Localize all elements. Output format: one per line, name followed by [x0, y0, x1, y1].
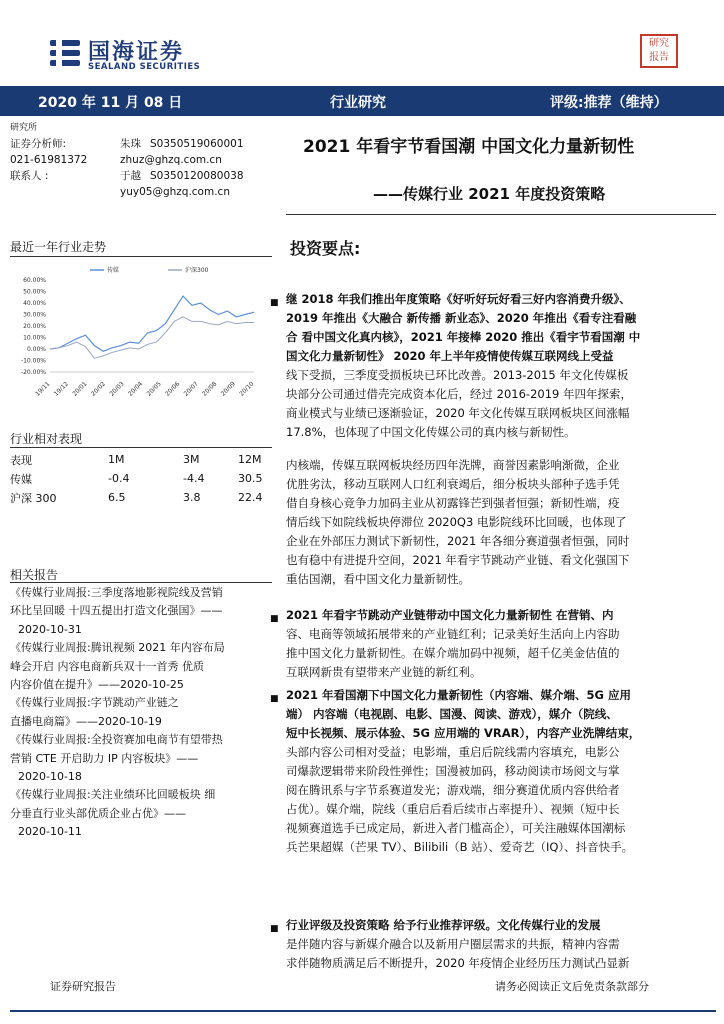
- report-category: 行业研究: [330, 95, 386, 111]
- table-cell: 沪深 300: [10, 491, 57, 505]
- header-band: [0, 86, 724, 116]
- performance-title: 行业相对表现: [10, 432, 83, 446]
- text-line: 视频赛道选手已成定局，新进入者门槛高企），可关注融媒体国潮标: [286, 821, 626, 835]
- footer-left: 证券研究报告: [50, 980, 116, 993]
- analyst-info: [10, 120, 280, 198]
- text-line: 也有稳中有进提升空间，2021 年看宇节跳动产业链、看文化强国下: [286, 553, 630, 567]
- related-line: 内容价值在提升》——2020-10-25: [10, 678, 184, 692]
- y-tick-label: 20.00%: [23, 323, 46, 330]
- x-tick-label: 20/08: [201, 380, 219, 398]
- text-line: 企业在外部压力测试下新韧性，2021 年各细分赛道强者恒强，同时: [286, 534, 630, 548]
- dept-label: 研究所: [10, 123, 38, 133]
- text-line: 行业评级及投资策略 给予行业推荐评级。文化传媒行业的发展: [286, 918, 601, 932]
- y-tick-label: 30.00%: [23, 311, 46, 319]
- x-tick-label: 20/03: [108, 380, 126, 398]
- research-stamp: [640, 34, 678, 68]
- text-line: 线下受损，三季度受损板块已环比改善。2013-2015 年文化传媒板: [286, 368, 629, 382]
- table-row: [10, 469, 272, 488]
- x-tick-label: 20/04: [126, 380, 145, 398]
- divider: [286, 214, 716, 215]
- report-subtitle: ——传媒行业 2021 年度投资策略: [373, 185, 606, 203]
- industry-trend-chart: [10, 262, 272, 402]
- text-line: 互联网新贵有望带来产业链的新红利。: [286, 665, 482, 679]
- y-tick-label: -20.00%: [20, 369, 46, 376]
- related-line[interactable]: 《传媒行业周报:字节跳动产业链之: [10, 696, 179, 710]
- legend-label: 传媒: [107, 267, 120, 274]
- table-header-cell: 3M: [183, 453, 200, 466]
- text-line: 继 2018 年我们推出年度策略《好听好玩好看三好内容消费升级》、: [286, 292, 631, 306]
- x-tick-label: 20/10: [238, 380, 256, 398]
- text-line: 推中国文化力量新韧性。在媒介端加码中视频，超千亿美金估值的: [286, 646, 620, 660]
- x-tick-label: 20/06: [164, 380, 182, 398]
- text-line: 阅在腾讯系与字节系赛道发光；游戏端，细分赛道优质内容供给者: [286, 783, 620, 797]
- y-tick-label: 0.00%: [26, 346, 46, 353]
- contact-name: 于越: [120, 170, 141, 182]
- y-tick-label: 10.00%: [23, 334, 46, 342]
- stamp-text: 研究报告: [649, 38, 669, 63]
- table-row: [10, 450, 272, 469]
- related-line[interactable]: 《传媒行业周报:腾讯视频 2021 年内容布局: [10, 641, 225, 655]
- text-line: 情后线下如院线板块停滞位 2020Q3 电影院线环比回暖，也体现了: [286, 515, 627, 529]
- industry-rating: 评级:推荐（维持）: [550, 95, 668, 111]
- related-line[interactable]: 营销 CTE 开启助力 IP 内容板块》——: [10, 751, 199, 765]
- square-bullet-icon: ■: [270, 924, 279, 934]
- text-line: 2021 年看宇节跳动产业链带动中国文化力量新韧性 在营销、内: [286, 608, 614, 622]
- company-name-cn: 国海证券: [88, 40, 185, 65]
- related-line[interactable]: 《传媒行业周报:全投资赛加电商节有望带热: [10, 733, 223, 747]
- text-line: 块部分公司通过借壳完成资本化后，经过 2016-2019 年四年探索，: [286, 387, 632, 401]
- invest-paragraph-3: [270, 606, 716, 682]
- related-line[interactable]: 峰会开启 内容电商新兵双十一首秀 优质: [10, 659, 204, 673]
- x-tick-label: 20/02: [89, 380, 108, 398]
- related-line: 2020-10-31: [18, 622, 82, 636]
- related-line: 直播电商篇》——2020-10-19: [10, 714, 162, 728]
- text-line: 是伴随内容与新媒介融合以及新用户圈层需求的共振，精神内容需: [286, 937, 620, 951]
- related-line[interactable]: 《传媒行业周报:三季度落地影视院线及营销: [10, 586, 223, 599]
- text-line: 借自身核心竞争力加码主业从初露锋芒到强者恒强；新韧性端，疫: [286, 496, 620, 510]
- invest-heading: 投资要点:: [290, 239, 361, 258]
- chart-section-title: 最近一年行业走势: [10, 240, 107, 254]
- performance-rule: [10, 447, 272, 448]
- related-reports: [10, 584, 280, 842]
- x-tick-label: 20/09: [219, 380, 237, 398]
- x-tick-label: 19/11: [34, 380, 52, 398]
- text-line: 17.8%，也体现了中国文化传媒公司的真内核与新韧性。: [286, 425, 576, 439]
- related-line: 2020-10-18: [18, 770, 82, 784]
- text-line: 内核端，传媒互联网板块经历四年洗牌，商誉因素影响渐微，企业: [286, 458, 620, 472]
- table-cell: 传媒: [10, 472, 32, 486]
- x-tick-label: 19/12: [52, 380, 70, 398]
- analyst-id: S0350519060001: [150, 138, 244, 150]
- related-rule: [10, 582, 272, 583]
- invest-paragraph-2: [286, 456, 716, 589]
- table-header-cell: 表现: [10, 453, 32, 467]
- text-line: 商业模式与业绩已逐渐验证，2020 年文化传媒互联网板块区间涨幅: [286, 406, 630, 420]
- text-line: 兵芒果超媒（芒果 TV）、Bilibili（B 站）、爱奇艺（IQ）、抖音快手。: [286, 840, 634, 854]
- paragraph-lines: [286, 606, 716, 682]
- company-name-en: SEALAND SECURITIES: [88, 62, 201, 72]
- text-line: 求伴随物质满足后不断提升，2020 年疫情企业经历压力测试凸显新: [286, 956, 630, 970]
- sealand-logo-icon: [48, 36, 82, 70]
- chart-rule: [10, 256, 272, 257]
- table-cell: 22.4: [238, 491, 263, 504]
- square-bullet-icon: ■: [270, 298, 279, 308]
- x-tick-label: 20/01: [71, 380, 89, 398]
- table-cell: 3.8: [183, 491, 201, 504]
- text-line: 占优）。媒介端，院线（重启后看后续市占率提升）、视频（短中长: [286, 802, 620, 816]
- report-title: 2021 年看宇节看国潮 中国文化力量新韧性: [303, 137, 635, 157]
- related-line[interactable]: 分垂直行业头部优质企业占优》——: [10, 806, 186, 820]
- company-logo: [48, 36, 82, 70]
- paragraph-lines: [286, 456, 716, 589]
- text-line: 头部内容公司相对受益；电影端，重启后院线需内容填充，电影公: [286, 745, 620, 759]
- paragraph-lines: [286, 916, 716, 973]
- analyst-email[interactable]: zhuz@ghzq.com.cn: [120, 154, 222, 166]
- text-line: 2019 年推出《大融合 新传播 新业态》、2020 年推出《看专注看融: [286, 311, 637, 325]
- text-line: 优胜劣汰，移动互联网人口红利衰竭后，细分板块头部种子选手凭: [286, 477, 620, 491]
- contact-label: 联系人 :: [10, 170, 49, 182]
- text-line: 重估国潮，看中国文化力量新韧性。: [286, 572, 470, 586]
- y-tick-label: -10.00%: [20, 357, 46, 365]
- table-row: [10, 488, 272, 507]
- table-header-cell: 1M: [108, 453, 125, 466]
- table-cell: 6.5: [108, 491, 126, 504]
- table-header-cell: 12M: [238, 453, 262, 466]
- footer-rule: [10, 1010, 716, 1012]
- y-tick-label: 40.00%: [23, 300, 46, 307]
- contact-id: S0350120080038: [150, 170, 244, 182]
- analyst-name: 朱珠: [120, 138, 141, 150]
- analyst-label: 证券分析师:: [10, 138, 67, 150]
- paragraph-lines: [286, 290, 716, 442]
- invest-paragraph-5: [270, 916, 716, 973]
- table-cell: 30.5: [238, 472, 263, 485]
- text-line: 2021 年看国潮下中国文化力量新韧性（内容端、媒介端、5G 应用: [286, 688, 631, 702]
- square-bullet-icon: ■: [270, 614, 279, 624]
- related-line: 2020-10-11: [18, 825, 82, 839]
- report-date: 2020 年 11 月 08 日: [38, 95, 183, 111]
- table-cell: -4.4: [183, 472, 205, 485]
- related-line[interactable]: 环比呈回暖 十四五提出打造文化强国》——: [10, 604, 223, 618]
- text-line: 端） 内容端（电视剧、电影、国漫、阅读、游戏），媒介（院线、: [286, 707, 618, 721]
- paragraph-lines: [286, 686, 716, 857]
- square-bullet-icon: ■: [270, 694, 279, 704]
- footer-right: 请务必阅读正文后免责条款部分: [495, 980, 649, 993]
- invest-paragraph-1: [270, 290, 716, 442]
- x-tick-label: 20/05: [145, 380, 163, 398]
- invest-paragraph-4: [270, 686, 716, 857]
- y-tick-label: 50.00%: [23, 288, 46, 296]
- y-tick-label: 60.00%: [23, 277, 46, 284]
- performance-table: [10, 450, 272, 507]
- text-line: 容、电商等领域拓展带来的产业链红利；记录美好生活向上内容助: [286, 627, 620, 641]
- text-line: 国文化力量新韧性》 2020 年上半年疫情使传媒互联网线上受益: [286, 349, 614, 363]
- related-title: 相关报告: [10, 568, 59, 582]
- analyst-phone: 021-61981372: [10, 154, 88, 166]
- contact-email[interactable]: yuy05@ghzq.com.cn: [120, 186, 230, 198]
- related-line[interactable]: 《传媒行业周报:关注业绩环比回暖板块 细: [10, 788, 216, 802]
- x-tick-label: 20/07: [182, 380, 200, 398]
- legend-label: 沪深300: [185, 267, 209, 274]
- text-line: 短中长视频、展示体验、5G 应用端的 VRAR），内容产业洗牌结束，: [286, 726, 641, 740]
- text-line: 司爆款逻辑带来阶段性弹性；国漫被加码，移动阅读市场阅文与掌: [286, 764, 620, 778]
- text-line: 合 看中国文化真内核》，2021 年接棒 2020 推出《看宇节看国潮 中: [286, 330, 641, 344]
- table-cell: -0.4: [108, 472, 130, 485]
